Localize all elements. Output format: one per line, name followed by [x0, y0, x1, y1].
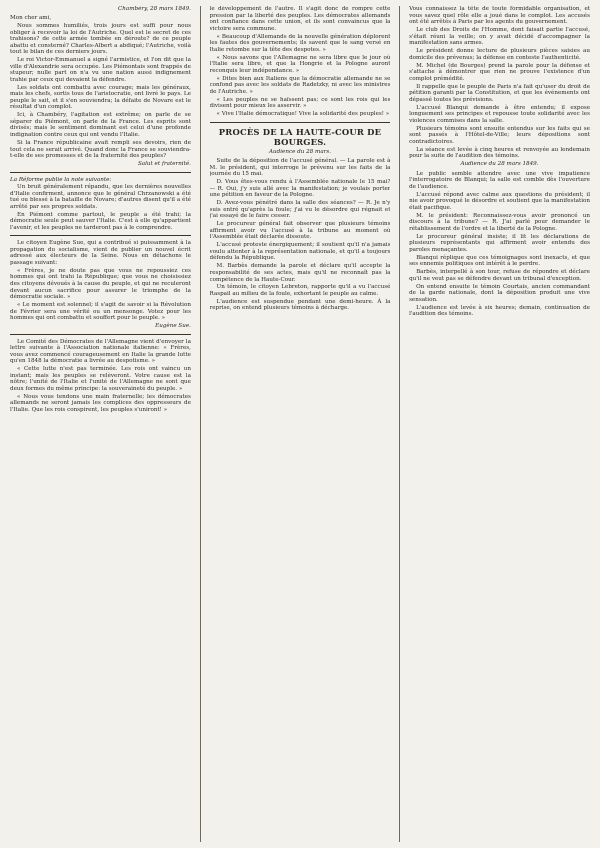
column-divider [399, 6, 400, 842]
article-paragraph: En Piémont comme partout, le peuple a été trahi; la démocratie seule peut sauver l'Italie. C'est à elle qu'appartient l'avenir, et les peuples ne tarderont pas à le comprendre. [10, 211, 191, 231]
article-paragraph: « Vive l'Italie démocratique! Vive la solidarité des peuples! » [216, 111, 390, 118]
trial-paragraph: Le procureur général fait observer que plusieurs témoins affirment avoir vu l'accusé à la tribune au moment où l'Assemblée était déclarée dissoute. [209, 221, 391, 241]
trial-paragraph: D. Avez-vous pénétré dans la salle des séances? — R. Je n'y suis entré qu'après la foule; j'ai vu le désordre qui régnait et j'ai essayé de le faire cesser. [209, 200, 391, 220]
letter-paragraph: Si la France républicaine avait rempli ses devoirs, rien de tout cela ne serait arrivé. Quand donc la France se souviendra-t-elle de ses promesses et de la fraternité des peuples? [10, 139, 191, 160]
article-paragraph: « Les peuples ne se haïssent pas; ce sont les rois qui les divisent pour mieux les asservir. » [209, 96, 391, 110]
middle-column [210, 6, 391, 842]
letter-signoff: Salut et fraternité. [137, 160, 191, 167]
section-subtitle: Audience du 28 mars. [269, 148, 331, 155]
trial-paragraph: M. le président: Reconnaissez-vous avoir prononcé un discours à la tribune? — R. J'ai parlé pour demander le rétablissement de l'ordre et la liberté de la Pologne. [409, 212, 590, 232]
article-paragraph: « Dites bien aux Italiens que la démocratie allemande ne se confond pas avec les soldats de Radetzky, ni avec les ministres de l'Autriche. » [209, 75, 391, 95]
letter-paragraph: Nous sommes humiliés, trois jours est suffi pour nous obliger à recevoir la loi de l'Autriche. Quel est le secret de ces trahisons? de cette armée tombée en déroute? de ce peuple abattu et consterné? Charles-Albert a abdiqué; l'Autriche, voilà tout le bilan de ces derniers jours. [10, 23, 191, 56]
article-paragraph: « Nous vous tendons une main fraternelle; les démocrates allemands ne seront jamais les complices des oppresseurs de l'Italie. Que les rois conspirent, les peuples s'uniront! » [10, 393, 191, 413]
article-paragraph: « Cette lutte n'est pas terminée. Les rois ont vaincu un instant; mais les peuples se relèveront. Votre cause est la nôtre; l'unité de l'Italie et l'unité de l'Allemagne ne sont que deux formes du même principe: la souveraineté du peuple. » [10, 366, 191, 392]
salutation: Mon cher ami, [10, 14, 52, 21]
article-paragraph: Un bruit généralement répandu, que les dernières nouvelles d'Italie confirment, annonce que le général Chrzanowski a été tué ou blessé à la bataille de Novare; d'autres disent qu'il a été arrêté par ses propres soldats. [10, 184, 191, 210]
trial-paragraph: Le public semble attendre avec une vive impatience l'interrogatoire de Blanqui; la salle est comble dès l'ouverture de l'audience. [409, 170, 590, 190]
dateline: Chambéry, 28 mars 1849. [118, 6, 191, 12]
trial-paragraph: Plusieurs témoins sont ensuite entendus sur les faits qui se sont passés à l'Hôtel-de-Ville; leurs dépositions sont contradictoires. [409, 125, 590, 145]
reforme-note-heading: La Réforme publie la note suivante: [10, 176, 112, 183]
right-column [409, 6, 590, 842]
article-paragraph: « Beaucoup d'Allemands de la nouvelle génération déplorent les fautes des gouvernements; ils savent que le sang versé en Italie retombe sur la tête des despotes. » [209, 33, 391, 53]
trial-paragraph: M. Michel (de Bourges) prend la parole pour la défense et s'attache à démontrer que rien ne prouve l'existence d'un complot prémédité. [409, 62, 590, 82]
trial-paragraph: D. Vous êtes-vous rendu à l'Assemblée nationale le 15 mai? — R. Oui, j'y suis allé avec la manifestation; je voulais porter une pétition en faveur de la Pologne. [209, 179, 391, 199]
trial-paragraph: Le procureur général insiste; il lit les déclarations de plusieurs représentants qui affirment avoir entendu des paroles menaçantes. [409, 233, 590, 253]
trial-paragraph: Le président donne lecture de plusieurs pièces saisies au domicile des prévenus; la défense en conteste l'authenticité. [409, 48, 590, 61]
article-paragraph: « Frères, je ne doute pas que vous ne repoussiez ces hommes qui ont trahi la République; que vous ne choisissiez des citoyens dévoués à la cause du peuple, et qui ne reculeront devant aucun sacrifice pour assurer le triomphe de la démocratie sociale. » [10, 267, 191, 301]
trial-paragraph: L'accusé répond avec calme aux questions du président; il nie avoir provoqué le désordre et soutient que la manifestation était pacifique. [409, 191, 590, 211]
audience-subheading: Audience du 28 mars 1849. [460, 161, 539, 168]
divider [10, 235, 191, 236]
trial-paragraph: L'audience est suspendue pendant une demi-heure. À la reprise, on entend plusieurs témoins à décharge. [209, 298, 391, 312]
trial-paragraph: Le club des Droits de l'Homme, dont faisait partie l'accusé, s'était réuni la veille; on y avait décidé d'accompagner la manifestation sans armes. [409, 27, 590, 47]
divider [210, 122, 391, 123]
article-paragraph: Le citoyen Eugène Sue, qui a contribué si puissamment à la propagation du socialisme, vient de publier un nouvel écrit adressé aux électeurs de la Seine. Nous en détachons le passage suivant: [10, 240, 191, 266]
trial-paragraph: Il rappelle que le peuple de Paris n'a fait qu'user du droit de pétition garanti par la Constitution, et que les événements ont dépassé toutes les prévisions. [409, 83, 590, 103]
letter-paragraph: Le roi Victor-Emmanuel a signé l'armistice, et l'on dit que la ville d'Alexandrie sera occupée. Les Piémontais sont frappés de stupeur; nulle part on n'a vu une nation aussi indignement trahie par ceux qui devaient la défendre. [10, 57, 191, 83]
trial-paragraph: L'audience est levée à six heures; demain, continuation de l'audition des témoins. [409, 304, 590, 318]
trial-paragraph: M. Barbès demande la parole et déclare qu'il accepte la responsabilité de ses actes, mais qu'il ne reconnaît pas la compétence de la Haute-Cour. [209, 263, 391, 283]
trial-paragraph: La séance est levée à cinq heures et renvoyée au lendemain pour la suite de l'audition des témoins. [409, 146, 590, 160]
trial-paragraph: L'accusé Blanqui demande à être entendu; il expose longuement ses principes et repousse toute solidarité avec les violences commises dans la salle. [409, 104, 590, 124]
column-divider [200, 6, 201, 842]
letter-paragraph: Les soldats ont combattu avec courage; mais les généraux, mais les chefs, sortis tous de l'aristocratie, ont livré le pays. Le peuple le sait, et il s'en souviendra; la défaite de Novare est le résultat d'un complot. [10, 84, 191, 111]
divider [10, 172, 191, 173]
article-signature: Eugène Sue. [155, 323, 191, 330]
trial-paragraph: Blanqui réplique que ces témoignages sont inexacts, et que ses ennemis politiques ont intérêt à le perdre. [409, 254, 590, 268]
trial-paragraph: On entend ensuite le témoin Courtais, ancien commandant de la garde nationale, dont la déposition produit une vive sensation. [409, 283, 590, 303]
left-column [10, 6, 191, 842]
trial-paragraph: Barbès, interpellé à son tour, refuse de répondre et déclare qu'il ne veut pas se défendre devant un tribunal d'exception. [409, 269, 590, 282]
article-paragraph: le développement de l'autre. Il s'agit donc de rompre cette pression par la liberté des peuples. Les démocrates allemands ont confiance dans cette union, et ils sont convaincus que la victoire sera commune. [209, 6, 391, 32]
letter-paragraph: Ici, à Chambéry, l'agitation est extrême; on parle de se séparer du Piémont, on parle de la France. Les esprits sont divisés; mais le sentiment dominant est celui d'une profonde indignation contre ceux qui ont vendu l'Italie. [10, 112, 191, 139]
article-paragraph: « Le moment est solennel; il s'agit de savoir si la Révolution de Février sera une vérité ou un mensonge. Votez pour les hommes qui ont combattu et souffert pour le peuple. » [10, 302, 191, 322]
article-paragraph: Le Comité des Démocrates de l'Allemagne vient d'envoyer la lettre suivante à l'Association nationale italienne: « Frères, vous avez commencé courageusement en Italie la grande lutte qu'en 1848 la démocratie a livrée au despotisme. » [10, 338, 191, 365]
section-title: PROCÈS DE LA HAUTE-COUR DE BOURGES. [218, 126, 382, 147]
divider [10, 334, 191, 335]
trial-paragraph: Un témoin, le citoyen Lebreton, rapporte qu'il a vu l'accusé Raspail au milieu de la foule, exhortant le peuple au calme. [209, 284, 391, 297]
article-paragraph: « Nous savons que l'Allemagne ne sera libre que le jour où l'Italie sera libre, et que la Hongrie et la Pologne auront reconquis leur indépendance. » [209, 54, 391, 74]
trial-paragraph: L'accusé proteste énergiquement; il soutient qu'il n'a jamais voulu attenter à la représentation nationale, et qu'il a toujours défendu la République. [209, 242, 391, 262]
trial-paragraph: Vous connaissez la tête de toute formidable organisation, et vous savez quel rôle elle a joué dans le complot. Les accusés ont été arrêtés à Paris par les agents du gouvernement. [409, 6, 590, 26]
trial-paragraph: Suite de la déposition de l'accusé général. — La parole est à M. le président, qui interroge le prévenu sur les faits de la journée du 15 mai. [209, 158, 391, 178]
